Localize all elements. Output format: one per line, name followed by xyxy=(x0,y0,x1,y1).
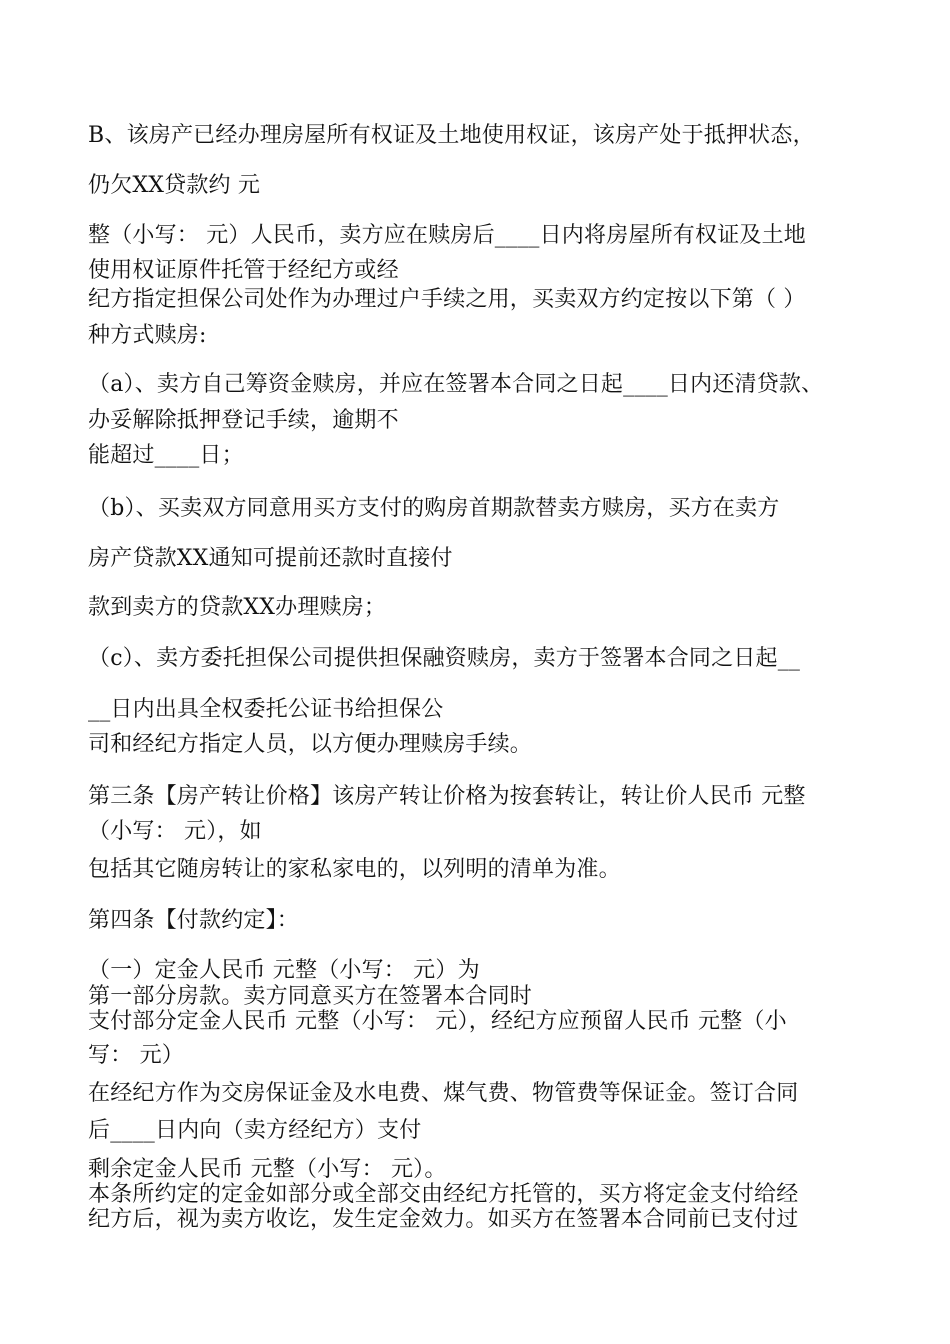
text-line: 种方式赎房: xyxy=(88,323,207,348)
text-line: 剩余定金人民币 元整（小写： 元）。 xyxy=(88,1157,447,1182)
text-line: 支付部分定金人民币 元整（小写： 元），经纪方应预留人民币 元整（小 xyxy=(88,1009,787,1034)
text-line: __日内出具全权委托公证书给担保公 xyxy=(88,697,444,722)
text-line: 写： 元） xyxy=(88,1043,184,1068)
text-line: 整（小写： 元）人民币，卖方应在赎房后____日内将房屋所有权证及土地 xyxy=(88,223,806,248)
text-line: 纪方后，视为卖方收讫，发生定金效力。如买方在签署本合同前已支付过 xyxy=(88,1207,799,1232)
text-line: 本条所约定的定金如部分或全部交由经纪方托管的，买方将定金支付给经 xyxy=(88,1182,799,1207)
text-line: （b）、买卖双方同意用买方支付的购房首期款替卖方赎房，买方在卖方 xyxy=(88,496,780,521)
text-line: 包括其它随房转让的家私家电的，以列明的清单为准。 xyxy=(88,857,621,882)
text-line: 款到卖方的贷款XX办理赎房； xyxy=(88,595,387,620)
text-line: B、该房产已经办理房屋所有权证及土地使用权证，该房产处于抵押状态， xyxy=(88,123,815,148)
text-line: （c）、卖方委托担保公司提供担保融资赎房，卖方于签署本合同之日起__ xyxy=(88,646,801,671)
text-line: 办妥解除抵押登记手续，逾期不 xyxy=(88,408,399,433)
text-line: 司和经纪方指定人员，以方便办理赎房手续。 xyxy=(88,732,533,757)
text-line: （a）、卖方自己筹资金赎房，并应在签署本合同之日起____日内还清贷款、 xyxy=(88,372,824,397)
text-line: （一）定金人民币 元整（小写： 元）为 xyxy=(88,958,480,983)
text-line: （小写： 元），如 xyxy=(88,819,262,844)
text-line: 第三条【房产转让价格】该房产转让价格为按套转让，转让价人民币 元整 xyxy=(88,784,806,809)
text-line: 房产贷款XX通知可提前还款时直接付 xyxy=(88,546,453,571)
text-line: 使用权证原件托管于经纪方或经 xyxy=(88,258,399,283)
text-line: 第四条【付款约定】： xyxy=(88,908,300,933)
text-line: 后____日内向（卖方经纪方）支付 xyxy=(88,1118,422,1143)
text-line: 仍欠XX贷款约 元 xyxy=(88,173,261,198)
text-line: 能超过____日； xyxy=(88,443,244,468)
text-line: 纪方指定担保公司处作为办理过户手续之用，买卖双方约定按以下第（ ） xyxy=(88,287,806,312)
text-line: 第一部分房款。卖方同意买方在签署本合同时 xyxy=(88,984,533,1009)
text-line: 在经纪方作为交房保证金及水电费、煤气费、物管费等保证金。签订合同 xyxy=(88,1081,799,1106)
